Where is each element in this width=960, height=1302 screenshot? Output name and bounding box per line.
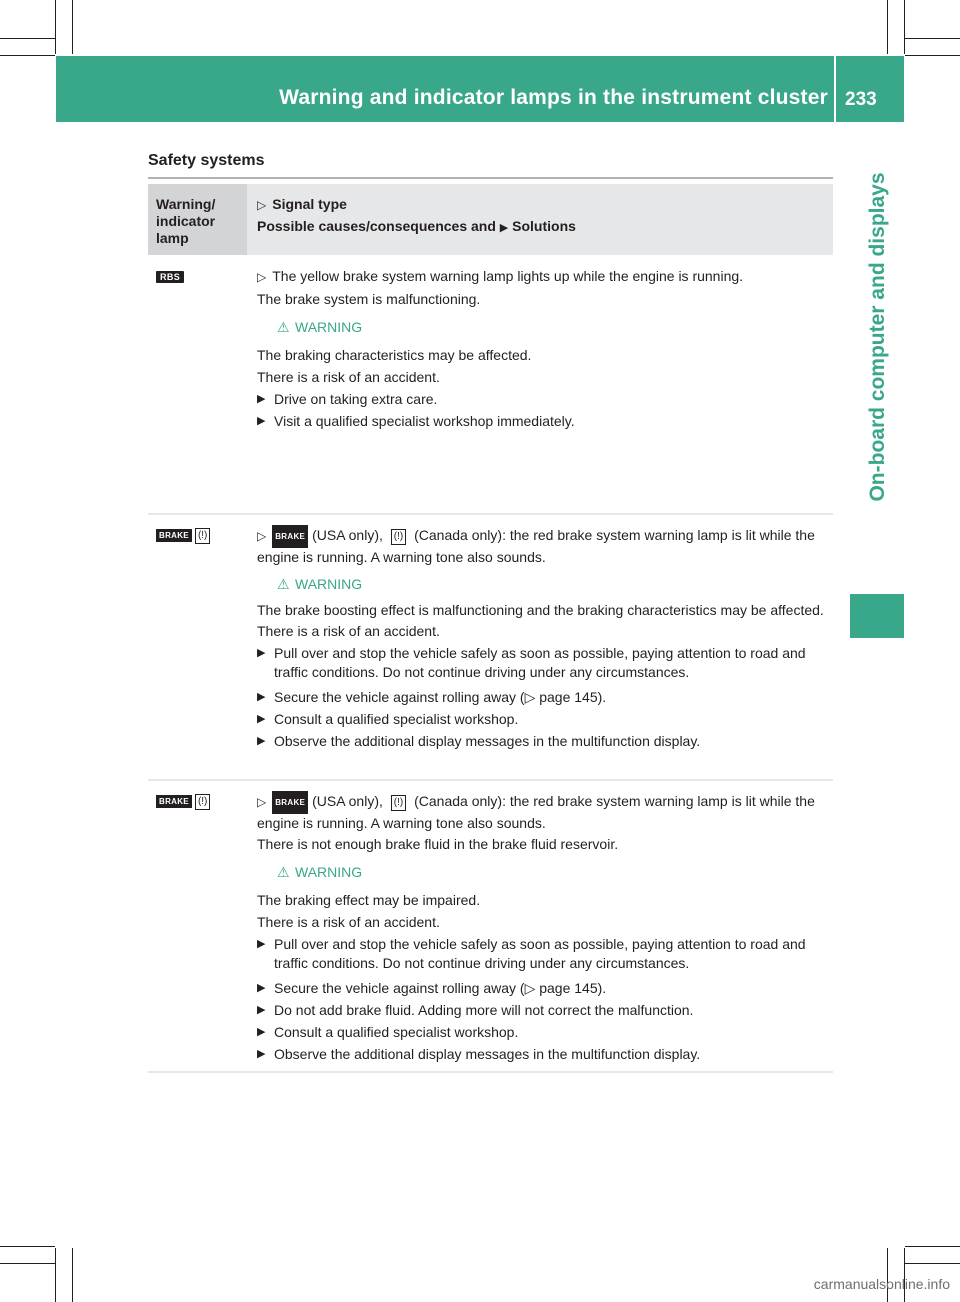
page-number: 233 xyxy=(845,89,877,110)
crop-mark xyxy=(904,0,905,54)
warning-lamp-table xyxy=(148,184,833,1073)
section-title: Safety systems xyxy=(148,152,265,169)
cause-text: There is not enough brake fluid in the brake fluid reservoir. xyxy=(257,836,619,852)
warning-triangle-icon: ⚠ xyxy=(277,576,290,592)
solution-step: ▶ Observe the additional display messages in the multifunction display. xyxy=(257,730,827,752)
warning-text: The braking effect may be impaired. xyxy=(257,892,481,908)
table-row xyxy=(148,255,833,515)
crop-mark xyxy=(72,0,73,54)
crop-mark xyxy=(0,1263,55,1264)
solution-step: ▶ Consult a qualified specialist workshop. xyxy=(257,1021,827,1043)
description-cell xyxy=(247,255,833,513)
brake-lamp-icon: BRAKE xyxy=(156,795,192,808)
warning-text: There is a risk of an accident. xyxy=(257,623,440,639)
warning-text: The braking characteristics may be affected. xyxy=(257,347,532,363)
header-title: Warning and indicator lamps in the instrument cluster xyxy=(279,86,828,109)
warning-triangle-icon: ⚠ xyxy=(277,319,290,335)
header-divider xyxy=(834,56,836,122)
solution-step: ▶ Observe the additional display messages in the multifunction display. xyxy=(257,1043,827,1065)
solution-step: ▶ Secure the vehicle against rolling away (▷ page 145). xyxy=(257,977,827,999)
crop-mark xyxy=(55,1248,56,1302)
solution-step: ▶ Pull over and stop the vehicle safely as soon as possible, paying attention to road and traffic conditions. Do not continue driving under any circumstances. xyxy=(257,935,827,973)
description-cell: ▷ BRAKE (USA only), (!) (Canada only): the red brake system warning lamp is lit while the engine is running. A warning tone also sounds. There is not enough brake fluid in the brake fluid reservoir. ⚠ WARNING The braking effect may be impaired. There is a risk of an accident. ▶ Pull over and stop the vehicle safely as soon as possible, paying attention to road and traffic conditions. Do not continue driving under any circumstances. ▶ Secure the vehicle against rolling away (▷ page 145). ▶ Do not add brake fluid. Adding more will not correct the malfunction. ▶ Consult a qualified specialist workshop. ▶ Observe the additional display messages in the multifunction display. xyxy=(247,781,833,1071)
brake-circle-lamp-icon: (!) xyxy=(391,529,406,545)
description-cell: ▷ BRAKE (USA only), (!) (Canada only): the red brake system warning lamp is lit while the engine is running. A warning tone also sounds. ⚠ WARNING The brake boosting effect is malfunctioning and the braking characteristics may be affected. There is a risk of an accident. ▶ Pull over and stop the vehicle safely as soon as possible, paying attention to road and traffic conditions. Do not continue driving under any circumstances. ▶ Secure the vehicle against rolling away (▷ page 145). ▶ Consult a qualified specialist workshop. ▶ Observe the additional display messages in the multifunction display. xyxy=(247,515,833,779)
solution-step: ▶ Pull over and stop the vehicle safely as soon as possible, paying attention to road and traffic conditions. Do not continue driving under any circumstances. xyxy=(257,644,827,682)
warning-text: There is a risk of an accident. xyxy=(257,369,440,385)
lamp-cell xyxy=(148,515,247,779)
signal-text: The yellow brake system warning lamp lights up while the engine is running. xyxy=(272,268,744,284)
section-rule xyxy=(148,177,833,179)
warning-text: The brake boosting effect is malfunctioning and the braking characteristics may be affected. xyxy=(257,602,824,618)
crop-mark xyxy=(55,0,56,54)
solution-step: ▶ Do not add brake fluid. Adding more will not correct the malfunction. xyxy=(257,999,827,1021)
crop-mark xyxy=(0,1246,55,1247)
brake-circle-lamp-icon: (!) xyxy=(195,794,210,810)
lamp-cell xyxy=(148,781,247,1071)
solution-step: ▶ Consult a qualified specialist workshop. xyxy=(257,708,827,730)
crop-mark xyxy=(905,55,960,56)
table-header xyxy=(148,184,833,255)
crop-mark xyxy=(905,1263,960,1264)
side-tab-marker xyxy=(850,594,904,638)
warning-text: There is a risk of an accident. xyxy=(257,914,440,930)
solution-step: ▶ Secure the vehicle against rolling away (▷ page 145). xyxy=(257,686,827,708)
watermark: carmanualsonline.info xyxy=(813,1276,950,1292)
table-row xyxy=(148,781,833,1073)
warning-label: ⚠ WARNING xyxy=(277,573,827,595)
signal-type-icon: ▷ xyxy=(257,529,267,544)
warning-triangle-icon: ⚠ xyxy=(277,864,290,880)
crop-mark xyxy=(0,55,55,56)
crop-mark xyxy=(887,0,888,54)
lamp-cell xyxy=(148,255,247,513)
signal-type-icon: ▷ xyxy=(257,795,267,810)
solution-step: ▶ Visit a qualified specialist workshop immediately. xyxy=(257,410,827,432)
cause-text: The brake system is malfunctioning. xyxy=(257,291,481,307)
side-tab-label: On-board computer and displays xyxy=(866,172,889,502)
rbs-lamp-icon: RBS xyxy=(156,271,184,283)
solution-step: ▶ Drive on taking extra care. xyxy=(257,388,827,410)
brake-lamp-icon: BRAKE xyxy=(272,791,308,814)
signal-type-icon: ▷ xyxy=(257,198,267,212)
warning-label: ⚠ WARNING xyxy=(277,316,827,338)
brake-circle-lamp-icon: (!) xyxy=(391,795,406,811)
crop-mark xyxy=(887,1248,888,1302)
header-signal-column: ▷ Signal type Possible causes/consequences and ▶ Solutions xyxy=(257,196,576,234)
brake-lamp-icon: BRAKE xyxy=(156,529,192,542)
header-lamp-column: Warning/ indicator lamp xyxy=(148,184,247,255)
solution-arrow-icon: ▶ xyxy=(499,222,509,234)
brake-lamp-icon: BRAKE xyxy=(272,525,308,548)
table-row xyxy=(148,515,833,781)
crop-mark xyxy=(0,38,55,39)
page-header xyxy=(56,56,904,122)
crop-mark xyxy=(904,1248,905,1302)
signal-type-icon: ▷ xyxy=(257,270,267,284)
crop-mark xyxy=(905,1246,960,1247)
brake-circle-lamp-icon: (!) xyxy=(195,528,210,544)
warning-label: ⚠ WARNING xyxy=(277,861,827,883)
crop-mark xyxy=(905,38,960,39)
crop-mark xyxy=(72,1248,73,1302)
